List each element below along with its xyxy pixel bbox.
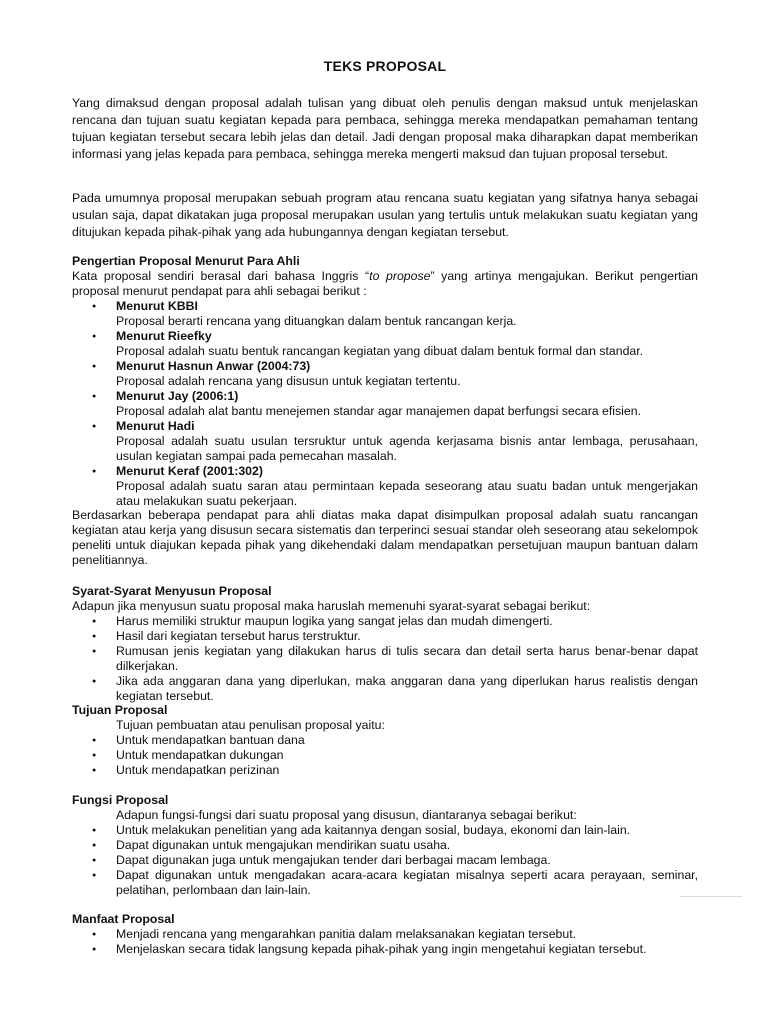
heading-fungsi: Fungsi Proposal — [72, 793, 169, 807]
list-item: ● Rumusan jenis kegiatan yang dilakukan harus di tulis secara dan detail serta harus benar-benar dapat dilkerjakan. — [72, 644, 698, 674]
list-item: ● Jika ada anggaran dana yang diperlukan, maka anggaran dana yang diperlukan harus realistis dengan kegiatan tersebut. — [72, 674, 698, 704]
heading-syarat: Syarat-Syarat Menyusun Proposal — [72, 584, 272, 598]
expert-item — [72, 299, 698, 314]
expert-desc: Proposal berarti rencana yang dituangkan dalam bentuk rancangan kerja. — [116, 314, 517, 328]
list-item: ● Untuk mendapatkan dukungan — [72, 748, 698, 763]
list-item: ● Untuk melakukan penelitian yang ada kaitannya dengan sosial, budaya, ekonomi dan lain-lain. — [72, 823, 698, 838]
expert-item — [72, 329, 698, 344]
list-item: ● Dapat digunakan untuk mengadakan acara-acara kegiatan misalnya seperti acara perayaan, seminar, pelatihan, perlombaan dan lain-lain. — [72, 868, 698, 898]
list-item: ● Dapat digunakan juga untuk mengajukan tender dari berbagai macam lembaga. — [72, 853, 698, 868]
lead-italic: to propose — [369, 269, 431, 283]
manfaat-list — [72, 927, 698, 957]
expert-desc: Proposal adalah suatu usulan tersruktur untuk agenda kerjasama bisnis antar lembaga, perusahaan, usulan kegiatan sampai pada pemecahan masalah. — [116, 434, 698, 463]
fungsi-lead: Adapun fungsi-fungsi dari suatu proposal yang disusun, diantaranya sebagai berikut: — [116, 808, 577, 822]
list-item: ● Untuk mendapatkan perizinan — [72, 763, 698, 778]
expert-desc: Proposal adalah rencana yang disusun untuk kegiatan tertentu. — [116, 374, 461, 388]
list-item: ● Menjelaskan secara tidak langsung kepada pihak-pihak yang ingin mengetahui kegiatan tersebut. — [72, 942, 698, 957]
heading-manfaat: Manfaat Proposal — [72, 912, 175, 926]
expert-desc: Proposal adalah suatu bentuk rancangan kegiatan yang dibuat dalam bentuk formal dan standar. — [116, 344, 644, 358]
expert-name: Menurut Rieefky — [116, 329, 212, 343]
intro-paragraph-2: Pada umumnya proposal merupakan sebuah program atau rencana suatu kegiatan yang sifatnya hanya sebagai usulan saja, dapat dikatakan juga proposal merupakan usulan yang tertulis untuk melakukan suatu kegiatan yang ditujukan kepada pihak-pihak yang ada hubungannya dengan kegiatan tersebut. — [72, 191, 698, 239]
expert-name: Menurut Jay (2006:1) — [116, 389, 239, 403]
expert-item — [72, 389, 698, 404]
list-item: ● Harus memiliki struktur maupun logika yang sangat jelas dan mudah dimengerti. — [72, 614, 698, 629]
divider — [680, 896, 742, 897]
expert-item — [72, 419, 698, 434]
expert-desc: Proposal adalah suatu saran atau permintaan kepada seseorang atau suatu badan untuk mengerjakan atau melakukan suatu pekerjaan. — [116, 479, 698, 508]
tujuan-list — [72, 733, 698, 778]
tujuan-lead: Tujuan pembuatan atau penulisan proposal yaitu: — [116, 718, 385, 732]
page-title: TEKS PROPOSAL — [323, 58, 447, 74]
fungsi-list — [72, 823, 698, 898]
expert-list — [72, 299, 698, 509]
syarat-list — [72, 614, 698, 704]
expert-item — [72, 359, 698, 374]
heading-tujuan: Tujuan Proposal — [72, 703, 168, 717]
expert-name: Menurut KBBI — [116, 299, 198, 313]
expert-name: Menurut Hadi — [116, 419, 195, 433]
list-item: ● Dapat digunakan untuk mengajukan mendirikan suatu usaha. — [72, 838, 698, 853]
list-item: ● Menjadi rencana yang mengarahkan panitia dalam melaksanakan kegiatan tersebut. — [72, 927, 698, 942]
expert-name: Menurut Keraf (2001:302) — [116, 464, 263, 478]
syarat-lead: Adapun jika menyusun suatu proposal maka haruslah memenuhi syarat-syarat sebagai berikut: — [72, 599, 591, 613]
list-item: ● Untuk mendapatkan bantuan dana — [72, 733, 698, 748]
pengertian-conclusion: Berdasarkan beberapa pendapat para ahli diatas maka dapat disimpulkan proposal adalah suatu rancangan kegiatan atau kerja yang disusun secara sistematis dan terperinci sesuai standar oleh seseorang atau sekelompok peneliti untuk diajukan kepada pihak yang dikehendaki dalam mendapatkan persetujuan maupun bantuan dalam penelitiannya. — [72, 508, 698, 567]
expert-item — [72, 464, 698, 479]
expert-name: Menurut Hasnun Anwar (2004:73) — [116, 359, 311, 373]
expert-desc: Proposal adalah alat bantu menejemen standar agar manajemen dapat berfungsi secara efisien. — [116, 404, 642, 418]
pengertian-lead: Kata proposal sendiri berasal dari bahasa Inggris “to propose” yang artinya mengajukan. Berikut pengertian proposal menurut pendapat para ahli sebagai berikut : — [72, 269, 698, 298]
heading-pengertian: Pengertian Proposal Menurut Para Ahli — [72, 254, 300, 268]
list-item: ● Hasil dari kegiatan tersebut harus terstruktur. — [72, 629, 698, 644]
intro-paragraph-1: Yang dimaksud dengan proposal adalah tulisan yang dibuat oleh penulis dengan maksud untuk menjelaskan rencana dan tujuan suatu kegiatan kepada para pembaca, sehingga mereka mendapatkan pemahaman tentang tujuan kegiatan tersebut secara lebih jelas dan detail. Jadi dengan proposal maka diharapkan dapat memberikan informasi yang jelas kepada para pembaca, sehingga mereka mengerti maksud dan tujuan proposal tersebut. — [72, 96, 698, 161]
